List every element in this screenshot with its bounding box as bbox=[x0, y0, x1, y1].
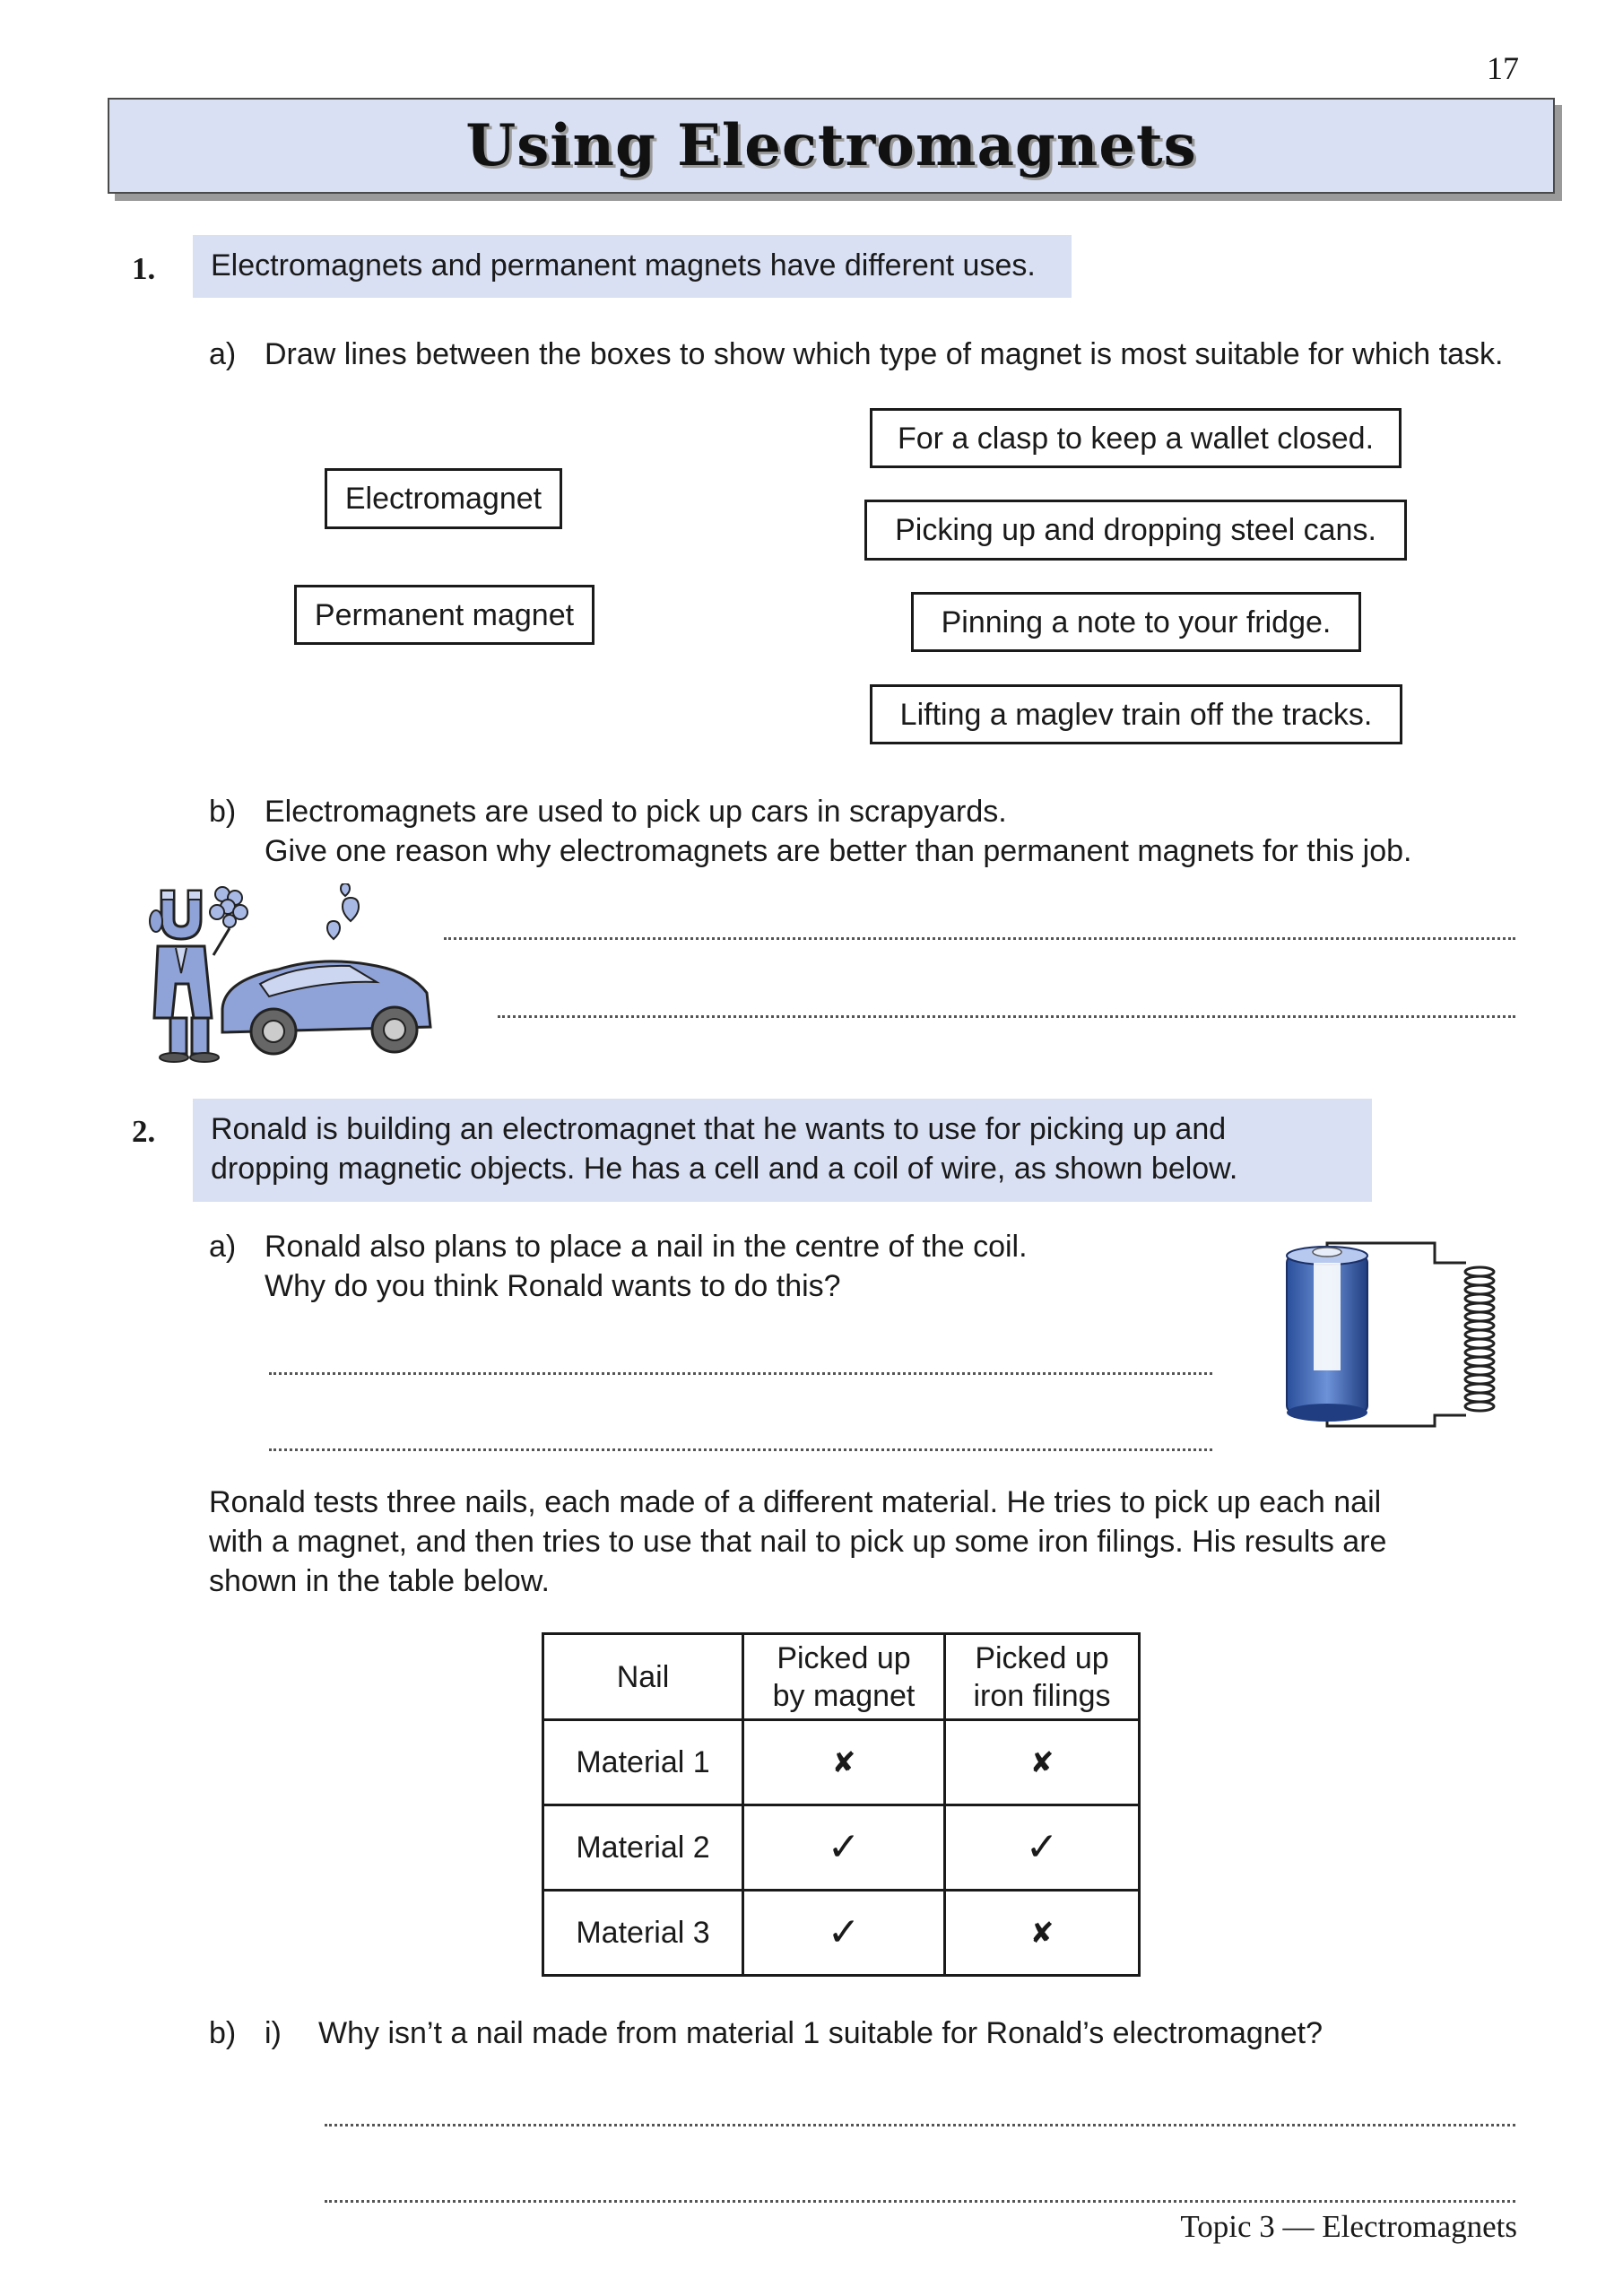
q1a-text: Draw lines between the boxes to show which type of magnet is most suitable for which task. bbox=[265, 337, 1504, 371]
q2-para-line2: with a magnet, and then tries to use that nail to pick up some iron filings. His results are bbox=[209, 1525, 1387, 1559]
q1b-label: b) bbox=[209, 795, 237, 829]
header-by-magnet: Picked up by magnet bbox=[743, 1634, 945, 1720]
table-row bbox=[543, 1805, 1140, 1891]
q2-para-line3: shown in the table below. bbox=[209, 1564, 550, 1598]
table-header-row bbox=[543, 1634, 1140, 1720]
header-nail: Nail bbox=[543, 1634, 743, 1720]
row-iron-filings: ✘ bbox=[945, 1720, 1140, 1805]
q2bi-text: Why isn’t a nail made from material 1 suitable for Ronald’s electromagnet? bbox=[318, 2016, 1324, 2050]
question-2-prompt-line2: dropping magnetic objects. He has a cell and a coil of wire, as shown below. bbox=[211, 1152, 1238, 1186]
question-1-number: 1. bbox=[132, 251, 156, 286]
q2bi-answer-line-2[interactable] bbox=[325, 2200, 1515, 2203]
page-title: Using Electromagnets bbox=[465, 112, 1197, 179]
table-row bbox=[543, 1891, 1140, 1976]
magnet-box-permanent[interactable]: Permanent magnet bbox=[294, 585, 595, 645]
table-row bbox=[543, 1720, 1140, 1805]
row-nail: Material 3 bbox=[543, 1891, 743, 1976]
page-number: 17 bbox=[1487, 50, 1519, 86]
task-box-fridge-note[interactable]: Pinning a note to your fridge. bbox=[911, 592, 1361, 652]
task-box-steel-cans[interactable]: Picking up and dropping steel cans. bbox=[864, 500, 1407, 561]
row-by-magnet: ✓ bbox=[743, 1805, 945, 1891]
question-1-prompt: Electromagnets and permanent magnets have different uses. bbox=[193, 235, 1072, 298]
row-iron-filings: ✓ bbox=[945, 1805, 1140, 1891]
q2bi-answer-line-1[interactable] bbox=[325, 2124, 1515, 2126]
task-box-maglev[interactable]: Lifting a maglev train off the tracks. bbox=[870, 684, 1402, 744]
q2a-line1: Ronald also plans to place a nail in the centre of the coil. bbox=[265, 1230, 1028, 1264]
q1b-line2: Give one reason why electromagnets are better than permanent magnets for this job. bbox=[265, 834, 1412, 868]
q2a-line2: Why do you think Ronald wants to do this? bbox=[265, 1269, 841, 1303]
question-2-prompt bbox=[193, 1099, 1372, 1202]
q1b-line1: Electromagnets are used to pick up cars in scrapyards. bbox=[265, 795, 1007, 829]
q2a-label: a) bbox=[209, 1230, 237, 1264]
row-nail: Material 1 bbox=[543, 1720, 743, 1805]
row-by-magnet: ✓ bbox=[743, 1891, 945, 1976]
results-table bbox=[542, 1632, 1141, 1977]
title-banner bbox=[108, 98, 1555, 194]
row-by-magnet: ✘ bbox=[743, 1720, 945, 1805]
q1b-answer-line-1[interactable] bbox=[444, 937, 1515, 940]
row-nail: Material 2 bbox=[543, 1805, 743, 1891]
header-iron-filings: Picked up iron filings bbox=[945, 1634, 1140, 1720]
magnet-man-car-illustration bbox=[117, 883, 484, 1063]
q1a-label: a) bbox=[209, 337, 237, 371]
q2bi-label: i) bbox=[265, 2016, 282, 2050]
task-box-wallet-clasp[interactable]: For a clasp to keep a wallet closed. bbox=[870, 408, 1402, 468]
question-2-number: 2. bbox=[132, 1114, 156, 1149]
q2b-label: b) bbox=[209, 2016, 237, 2050]
magnet-box-electromagnet[interactable]: Electromagnet bbox=[325, 468, 562, 529]
footer-topic: Topic 3 — Electromagnets bbox=[1180, 2209, 1517, 2244]
q2-para-line1: Ronald tests three nails, each made of a different material. He tries to pick up each nail bbox=[209, 1485, 1382, 1519]
question-2-prompt-line1: Ronald is building an electromagnet that he wants to use for picking up and bbox=[211, 1112, 1227, 1146]
q2a-answer-line-2[interactable] bbox=[269, 1448, 1212, 1451]
q1b-answer-line-2[interactable] bbox=[498, 1015, 1515, 1018]
q2a-answer-line-1[interactable] bbox=[269, 1372, 1212, 1375]
row-iron-filings: ✘ bbox=[945, 1891, 1140, 1976]
cell-coil-diagram bbox=[1278, 1236, 1538, 1451]
